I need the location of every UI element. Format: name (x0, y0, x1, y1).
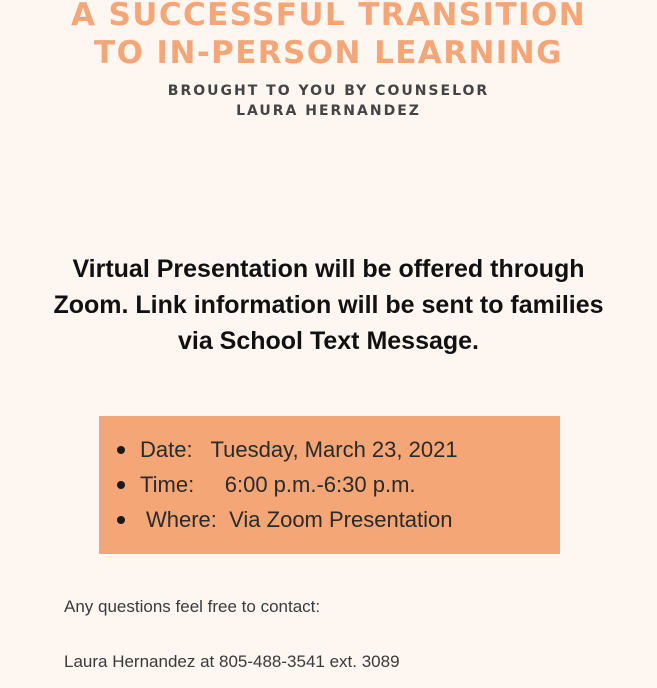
detail-where (99, 503, 560, 537)
detail-date (99, 433, 560, 467)
detail-time (99, 468, 560, 502)
contact-prompt: Any questions feel free to contact: (64, 597, 321, 616)
announcement-line-3: via School Text Message. (177, 327, 480, 355)
byline-line-1: BROUGHT TO YOU BY COUNSELOR (167, 83, 490, 99)
title-line-2: TO IN-PERSON LEARNING (94, 35, 563, 71)
contact-info: Laura Hernandez at 805-488-3541 ext. 3089 (64, 652, 400, 671)
announcement-line-1: Virtual Presentation will be offered through (72, 255, 585, 283)
detail-date-text: Date: Tuesday, March 23, 2021 (140, 437, 458, 462)
event-details-box (99, 416, 560, 554)
bullet-icon (117, 516, 125, 524)
detail-where-text: Where: Via Zoom Presentation (146, 507, 453, 532)
title-line-1: A SUCCESSFUL TRANSITION (70, 0, 587, 33)
announcement-line-2: Zoom. Link information will be sent to families (53, 291, 604, 319)
bullet-icon (117, 481, 125, 489)
detail-time-text: Time: 6:00 p.m.-6:30 p.m. (140, 472, 416, 497)
byline-line-2: LAURA HERNANDEZ (236, 103, 421, 119)
bullet-icon (117, 446, 125, 454)
